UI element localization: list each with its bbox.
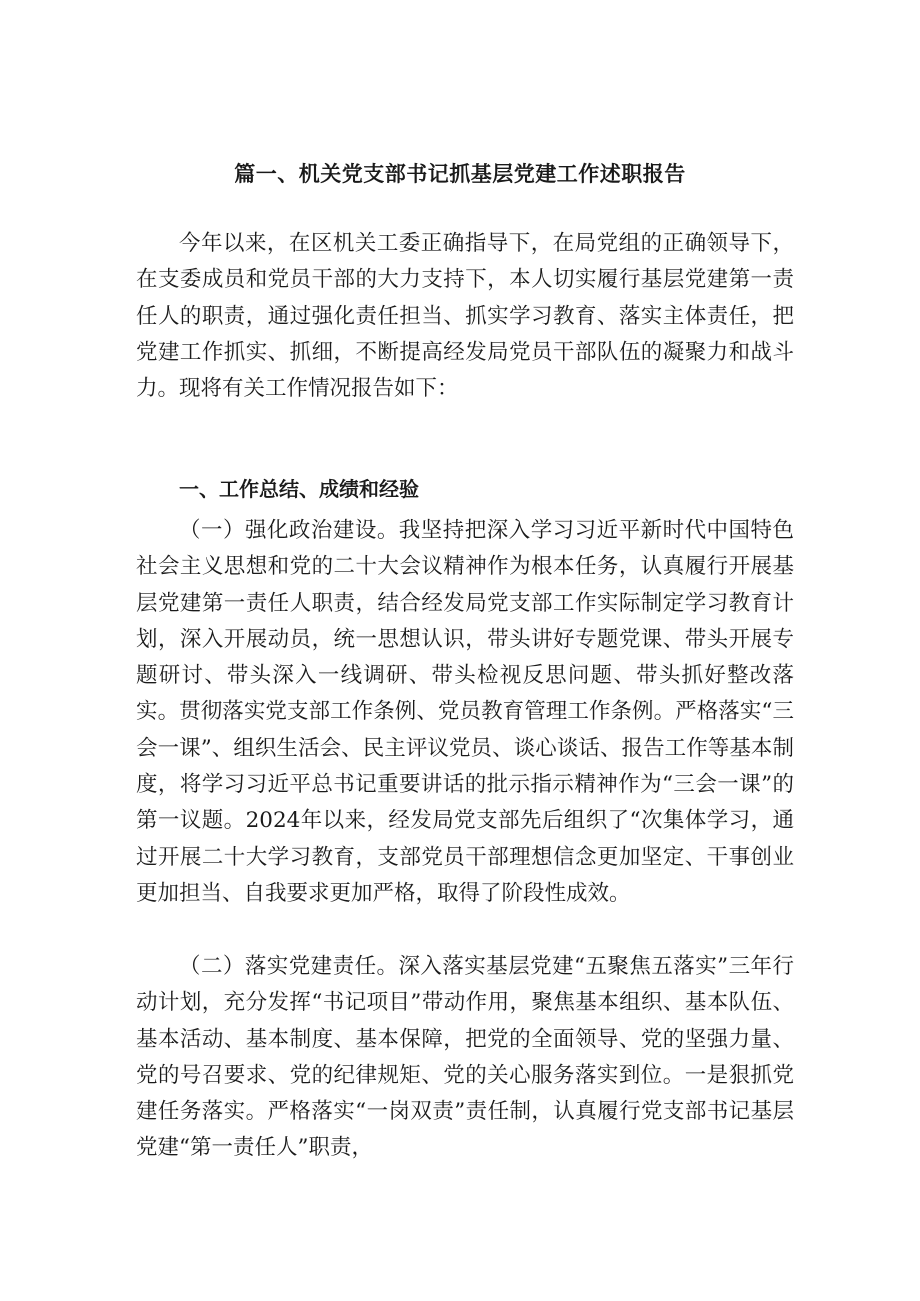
- section-paragraph-party-responsibility: （二）落实党建责任。深入落实基层党建“五聚焦五落实”三年行动计划，充分发挥“书记项目”带动作用，聚焦基本组织、基本队伍、基本活动、基本制度、基本保障，把党的全面领导、党的坚强力量、党的号召要求、党的纪律规矩、党的关心服务落实到位。一是狠抓党建任务落实。严格落实“一岗双责”责任制，认真履行党支部书记基层党建“第一责任人”职责，: [136, 954, 794, 1161]
- document-title: 篇一、机关党支部书记抓基层党建工作述职报告: [234, 162, 686, 186]
- section-heading: 一、工作总结、成绩和经验: [179, 477, 419, 501]
- section-paragraph-political-building: （一）强化政治建设。我坚持把深入学习习近平新时代中国特色社会主义思想和党的二十大会议精神作为根本任务，认真履行开展基层党建第一责任人职责，结合经发局党支部工作实际制定学习教育计划，深入开展动员，统一思想认识，带头讲好专题党课、带头开展专题研讨、带头深入一线调研、带头检视反思问题、带头抓好整改落实。贯彻落实党支部工作条例、党员教育管理工作条例。严格落实“三会一课”、组织生活会、民主评议党员、谈心谈话、报告工作等基本制度，将学习习近平总书记重要讲话的批示指示精神作为“三会一课”的第一议题。2024年以来，经发局党支部先后组织了“次集体学习，通过开展二十大学习教育，支部党员干部理想信念更加坚定、干事创业更加担当、自我要求更加严格，取得了阶段性成效。: [136, 518, 794, 906]
- intro-paragraph: 今年以来，在区机关工委正确指导下，在局党组的正确领导下，在支委成员和党员干部的大力支持下，本人切实履行基层党建第一责任人的职责，通过强化责任担当、抓实学习教育、落实主体责任，把党建工作抓实、抓细，不断提高经发局党员干部队伍的凝聚力和战斗力。现将有关工作情况报告如下：: [136, 231, 794, 402]
